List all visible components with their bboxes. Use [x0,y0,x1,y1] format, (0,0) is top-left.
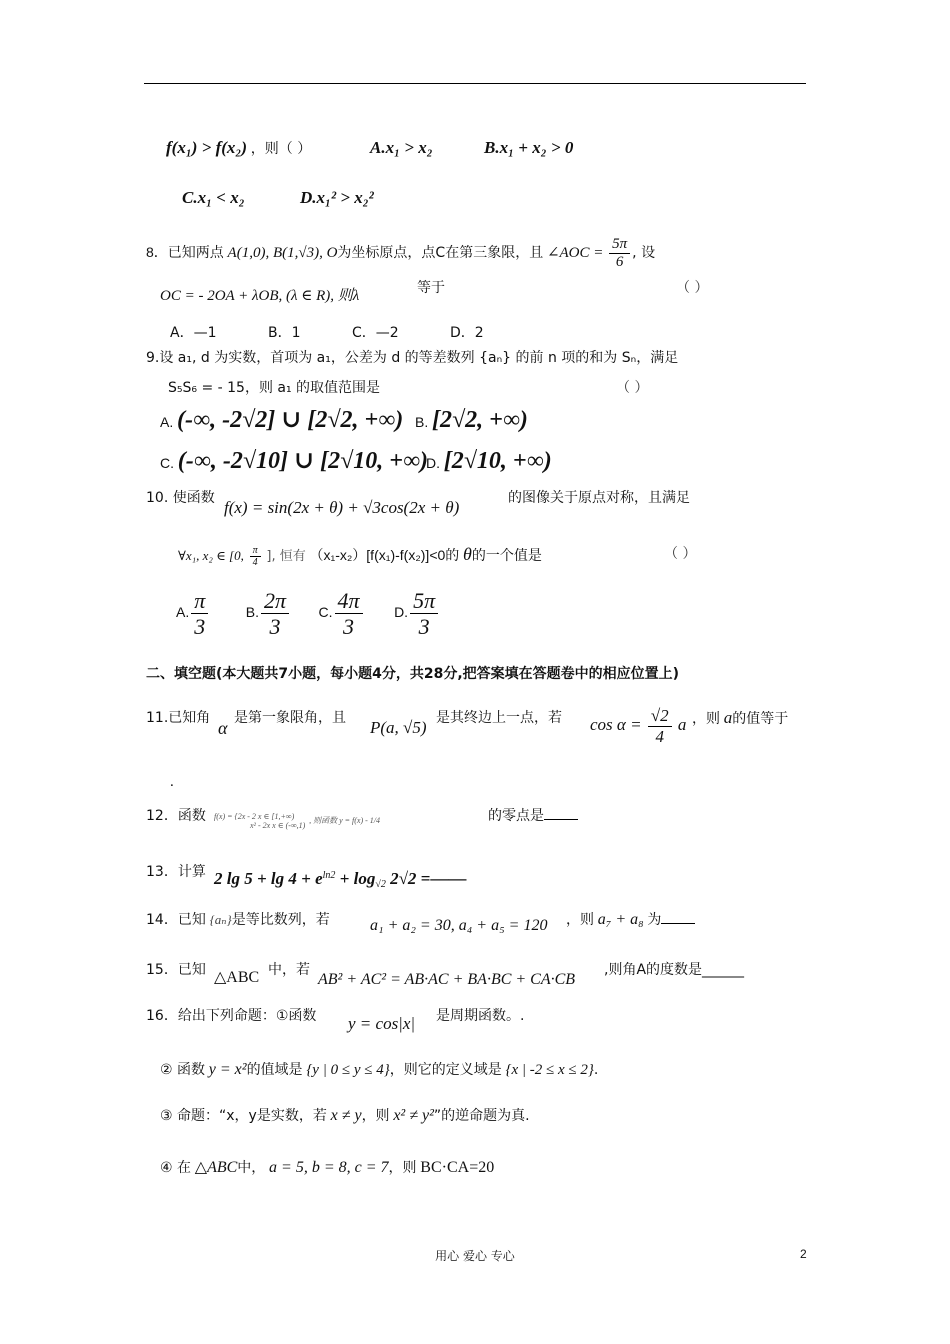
q15-ask: ,则角A的度数是______ [604,962,745,978]
q7-option-c: C.x₁ < x₂ [182,188,245,207]
q12-piecewise-function: f(x) = {2x - 2 x ∈ [1,+∞) x² - 2x x ∈ (-∞,1) , 则函数 y = f(x) - 1/4 [214,811,381,830]
q11-alpha: α [218,718,228,738]
q7-condition: f(x₁) > f(x₂) [166,138,248,157]
q11-point: P(a, √5) [370,718,427,737]
q7-option-d: D.x₁² > x₂² [300,188,374,207]
q8-vector-equation: OC = - 2OA + λOB, (λ ∈ R), 则λ [160,288,360,304]
header-rule [144,83,806,84]
q8-option-d: D．2 [450,325,484,341]
q9-answer-paren: （ ） [616,380,649,396]
q14-condition: a₁ + a₂ = 30, a₄ + a₅ = 120 [370,917,548,934]
q15-stem: 15．已知 [146,962,206,978]
q8-answer-paren: （ ） [676,280,709,296]
q7-ask: ，则（ ） [250,141,312,157]
q16-stem-b: 是周期函数。. [436,1008,525,1024]
q15-stem-b: 中，若 [268,962,310,978]
q16-stem: 16．给出下列命题：①函数 [146,1008,317,1024]
q12-stem: 12．函数 [146,808,206,824]
q14-ask: ，则 a₇ + a₈ 为 [566,910,695,930]
q8-option-b: B．1 [268,325,301,341]
section-heading-fill-in: 二、填空题(本大题共7小题，每小题4分，共28分,把答案填在答题卷中的相应位置上) [146,666,680,682]
q12-answer-blank [544,807,578,820]
q16-proposition-3: ③ 命题：“x，y是实数，若 x ≠ y，则 x² ≠ y²”的逆命题为真. [160,1107,530,1124]
q16-proposition-1-function: y = cos|x| [348,1014,416,1033]
q16-proposition-2: ② 函数 y = x²的值域是 {y | 0 ≤ y ≤ 4}，则它的定义域是 {x | -2 ≤ x ≤ 2}. [160,1061,599,1078]
q14-stem: 14．已知 {aₙ}是等比数列，若 [146,912,330,928]
q11-stem-b: 是第一象限角，且 [234,710,346,726]
q11-stem: 11.已知角 [146,710,211,726]
q10-option-c: C. $\frac{4\pi}{3}$ [319,605,365,621]
q7-option-a: A.x₁ > x₂ [370,138,433,157]
q11-ask: ，则 a的值等于 [692,708,789,727]
q7-option-b: B.x₁ + x₂ > 0 [484,138,574,157]
q13-expression: 2 $\lg 5 + \lg 4 + e^{ln2} + \log_{√2} 2√2$ =—— [214,868,467,890]
q8-stem: 8．已知两点 A(1,0), B(1,√3), O为坐标原点，点C在第三象限，且 ∠AOC = $\frac{5\pi}{6}$ , 设 [146,236,656,271]
q15-vector-equation: AB² + AC² = AB·AC + BA·BC + CA·CB [318,971,576,988]
q7-continuation [166,138,311,159]
q10-condition: ∀x₁, x₂ ∈ [0, $\frac{\pi}{4}$ ], 恒有 （x₁-x₂）[f(x₁)-f(x₂)]<0的 θ的一个值是 [178,544,542,569]
q10-answer-paren: （ ） [664,546,697,562]
q16-proposition-4: ④ 在 △ABC中， a = 5, b = 8, c = 7，则 BC·CA=20 [160,1159,495,1176]
q10-options [176,588,440,640]
q8-points: A(1,0), B(1,√3), O [227,245,338,262]
q9-option-d: D. [2√10, +∞) [426,448,552,474]
q9-stem-line2: S₅S₆ = - 15，则 a₁ 的取值范围是 [168,380,381,396]
q8-option-c: C．—2 [352,325,399,341]
q10-option-d: D. $\frac{5\pi}{3}$ [394,605,440,621]
q8-angle-fraction: $\frac{5\pi}{6}$ [609,236,630,272]
q9-option-c: C. (-∞, -2√10] ∪ [2√10, +∞) [160,448,429,474]
q10-option-b: B. $\frac{2\pi}{3}$ [246,605,291,621]
page-number: 2 [800,1247,807,1261]
q9-option-b: B. [2√2, +∞) [415,407,528,433]
q14-answer-blank [661,911,695,924]
q9-option-a: A. (-∞, -2√2] ∪ [2√2, +∞) [160,407,404,433]
q15-triangle: △ABC [214,969,260,986]
q10-function: f(x) = sin(2x + θ) + √3cos(2x + θ) [224,498,460,517]
q10-option-a: A. $\frac{\pi}{3}$ [176,605,210,621]
page-footer: 用心 爱心 专心 [435,1249,515,1263]
q10-stem-a: 10. 使函数 [146,490,215,506]
q9-stem-line1: 9.设 a₁, d 为实数，首项为 a₁，公差为 d 的等差数列 {aₙ} 的前 n 项的和为 Sₙ，满足 [146,350,679,366]
q8-ask: 等于 [417,280,445,296]
q11-stem-c: 是其终边上一点，若 [436,710,562,726]
q11-answer-dot: . [170,774,174,790]
q12-ask: 的零点是 [488,806,578,826]
q11-cos-expression: cos α = $\frac{√2}{4}$ a [590,706,687,746]
q13-stem: 13．计算 [146,864,206,880]
q8-option-a: A．—1 [170,325,217,341]
q10-stem-b: 的图像关于原点对称，且满足 [508,490,690,506]
